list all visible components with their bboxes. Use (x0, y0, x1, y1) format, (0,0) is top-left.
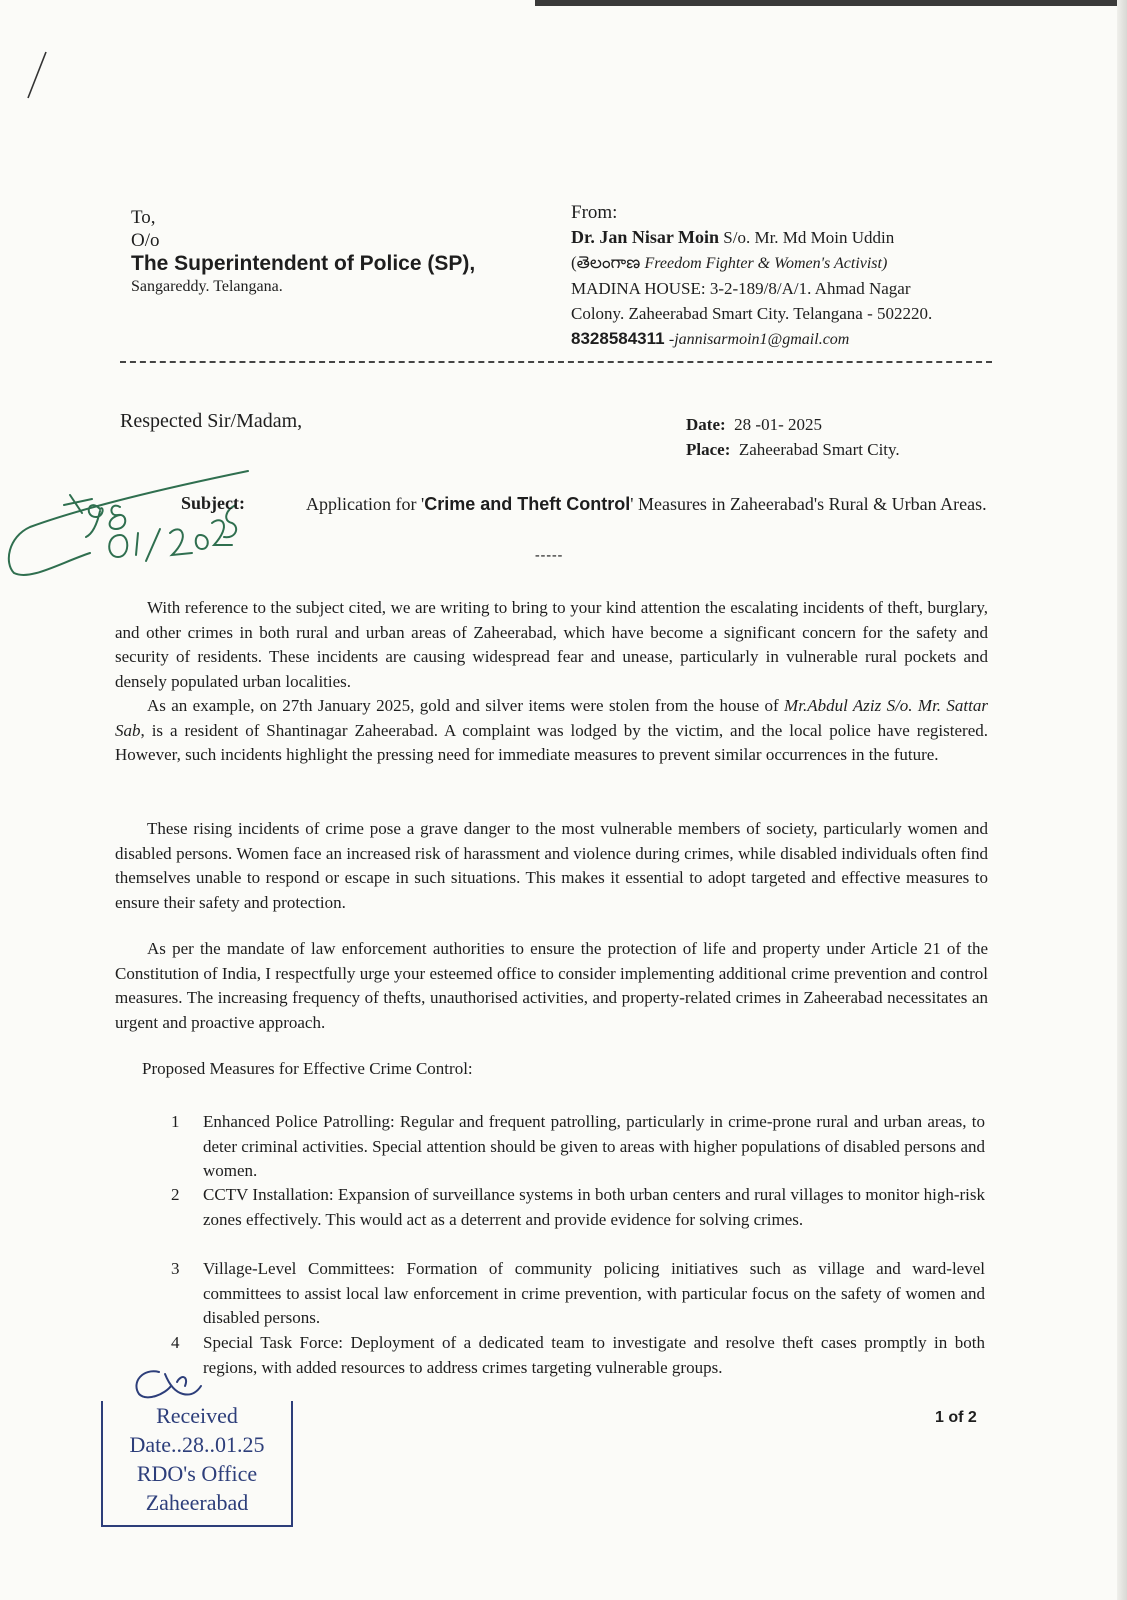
sender-address-2: Colony. Zaheerabad Smart City. Telangana - 502220. (571, 304, 933, 323)
subject-bold: Crime and Theft Control (424, 494, 631, 514)
stamp-date: Date..28..01.25 (129, 1432, 265, 1457)
paragraph-1 (115, 596, 988, 694)
measure-text: Special Task Force: Deployment of a dedicated team to investigate and resolve theft cases promptly in both regions, with added resources to address crimes targeting vulnerable groups. (203, 1333, 985, 1377)
sender-phone: 8328584311 (571, 329, 665, 348)
place-line (686, 437, 900, 462)
paragraph-4 (115, 937, 988, 1035)
stamp-place: Zaheerabad (145, 1490, 249, 1515)
header-divider (120, 361, 992, 363)
paragraph-2-text-a: As an example, on 27th January 2025, gold and silver items were stolen from the house of (147, 696, 785, 715)
measure-item-3 (171, 1257, 985, 1331)
corner-tick-mark (0, 0, 60, 100)
measure-text: Village-Level Committees: Formation of community policing initiatives such as village and ward-level committees to assist local law enforcement in crime prevention, with particular focus on the safety of women and disabled persons. (203, 1259, 985, 1327)
to-label: To, (131, 207, 156, 228)
sender-block (571, 200, 932, 352)
sender-role: Freedom Fighter & Women's Activist) (644, 255, 888, 272)
measure-number: 1 (171, 1112, 180, 1131)
subject-label: Subject: (181, 493, 245, 513)
measure-item-1 (171, 1110, 985, 1184)
paragraph-3 (115, 817, 988, 915)
measure-item-4 (171, 1331, 985, 1380)
page-number: 1 of 2 (935, 1409, 977, 1426)
subject-prefix: Application for ' (306, 494, 425, 514)
paragraph-2-text-b: , is a resident of Shantinagar Zaheerabad. A complaint was lodged by the victim, and the local police have registered. However, such incidents highlight the pressing need for immediate measures to prevent similar occurrences in the future. (115, 720, 988, 764)
measure-number: 2 (171, 1185, 180, 1204)
date-value: 28 -01- 2025 (734, 415, 822, 434)
sender-email: -jannisarmoin1@gmail.com (668, 331, 850, 348)
stamp-received: Received (156, 1403, 238, 1428)
salutation: Respected Sir/Madam, (120, 410, 303, 432)
sender-role-line (571, 250, 932, 276)
sender-script-word: (తెలంగాణ (571, 253, 641, 272)
subject-text (306, 491, 996, 518)
paragraph-4-text: As per the mandate of law enforcement authorities to ensure the protection of life and property under Article 21 of the Constitution of India, I respectfully urge your esteemed office to consider implementing additional crime prevention and control measures. The increasing frequency of thefts, unauthorised activities, and property-related crimes in Zaheerabad necessitates an urgent and proactive approach. (115, 939, 988, 1032)
handwritten-date-annotation (0, 465, 260, 585)
measure-item-2 (171, 1183, 985, 1232)
measure-number: 3 (171, 1259, 180, 1278)
place-value: Zaheerabad Smart City. (738, 440, 900, 459)
measure-text: CCTV Installation: Expansion of surveillance systems in both urban centers and rural villages to monitor high-risk zones effectively. This would act as a deterrent and provide evidence for solving crimes. (203, 1185, 985, 1229)
measure-number: 4 (171, 1333, 180, 1352)
scan-edge-bar (535, 0, 1127, 6)
paragraph-1-text: With reference to the subject cited, we are writing to bring to your kind attention the escalating incidents of theft, burglary, and other crimes in both rural and urban areas of Zaheerabad, which have become a significant concern for the safety and security of residents. These incidents are causing widespread fear and unease, particularly in vulnerable rural pockets and densely populated urban localities. (115, 598, 988, 691)
sender-parent: S/o. Mr. Md Moin Uddin (723, 228, 895, 247)
paragraph-2-victim: Mr.Abdul Aziz S/o. Mr. Sattar Sab (115, 696, 988, 740)
office-label: O/o (131, 230, 160, 251)
subject-suffix: ' Measures in Zaheerabad's Rural & Urban Areas. (630, 494, 987, 514)
subject-separator: ----- (535, 548, 564, 563)
stamp-office: RDO's Office (136, 1461, 258, 1486)
recipient-location: Sangareddy. Telangana. (131, 278, 283, 295)
recipient-block (131, 206, 475, 298)
recipient-name: The Superintendent of Police (SP), (131, 252, 476, 275)
sender-name: Dr. Jan Nisar Moin (571, 227, 720, 247)
sender-contact (571, 326, 932, 352)
received-stamp (101, 1401, 293, 1527)
date-place-block (686, 412, 900, 462)
place-label: Place: (686, 440, 731, 459)
measure-text: Enhanced Police Patrolling: Regular and frequent patrolling, particularly in crime-prone rural and urban areas, to deter criminal activities. Special attention should be given to areas with higher populations of disabled persons and women. (203, 1112, 985, 1180)
date-line (686, 412, 900, 437)
proposed-heading: Proposed Measures for Effective Crime Control: (142, 1059, 473, 1078)
sender-address-1: MADINA HOUSE: 3-2-189/8/A/1. Ahmad Nagar (571, 279, 911, 298)
date-label: Date: (686, 415, 726, 434)
from-label: From: (571, 202, 618, 223)
paragraph-3-text: These rising incidents of crime pose a grave danger to the most vulnerable members of society, particularly women and disabled persons. Women face an increased risk of harassment and violence during crimes, while disabled individuals often find themselves unable to respond or escape in such situations. This makes it essential to adopt targeted and effective measures to ensure their safety and protection. (115, 819, 988, 912)
sender-name-line (571, 225, 932, 250)
stamp-signature (125, 1364, 205, 1404)
paragraph-2 (115, 694, 988, 768)
scan-edge-shadow (1117, 0, 1127, 1600)
